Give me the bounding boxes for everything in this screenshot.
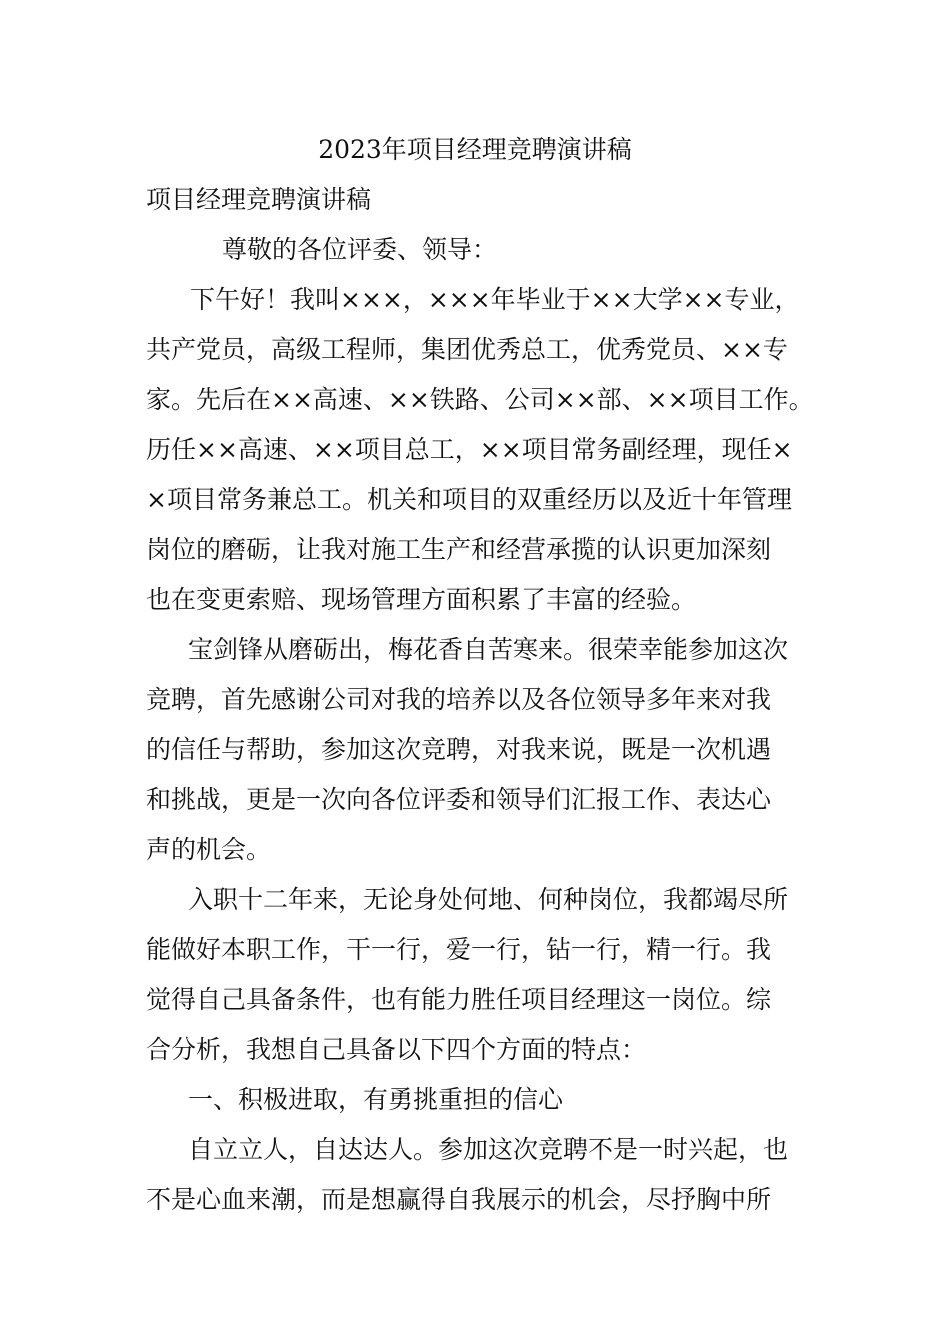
paragraph-line: 宝剑锋从磨砺出，梅花香自苦寒来。很荣幸能参加这次 xyxy=(188,635,789,664)
paragraph-line: 自立立人，自达达人。参加这次竞聘不是一时兴起，也 xyxy=(188,1135,789,1164)
paragraph-line: 也在变更索赔、现场管理方面积累了丰富的经验。 xyxy=(146,585,697,614)
paragraph-line: 下午好！我叫×××，×××年毕业于××大学××专业， xyxy=(190,285,800,314)
paragraph-line: 家。先后在××高速、××铁路、公司××部、××项目工作。 xyxy=(146,385,814,414)
paragraph-line: ×项目常务兼总工。机关和项目的双重经历以及近十年管理 xyxy=(146,485,792,514)
section-heading-1: 一、积极进取，有勇挑重担的信心 xyxy=(188,1085,564,1114)
salutation: 尊敬的各位评委、领导： xyxy=(222,235,498,264)
paragraph-line: 和挑战，更是一次向各位评委和领导们汇报工作、表达心 xyxy=(146,785,772,814)
paragraph-line: 共产党员，高级工程师，集团优秀总工，优秀党员、××专 xyxy=(146,335,788,364)
paragraph-line: 竞聘，首先感谢公司对我的培养以及各位领导多年来对我 xyxy=(146,685,772,714)
paragraph-line: 岗位的磨砺，让我对施工生产和经营承揽的认识更加深刻 xyxy=(146,535,772,564)
paragraph-line: 合分析，我想自己具备以下四个方面的特点： xyxy=(146,1035,647,1064)
paragraph-line: 入职十二年来，无论身处何地、何种岗位，我都竭尽所 xyxy=(188,885,789,914)
paragraph-line: 历任××高速、××项目总工，××项目常务副经理，现任× xyxy=(146,435,793,464)
document-subtitle: 项目经理竞聘演讲稿 xyxy=(146,185,372,214)
paragraph-line: 能做好本职工作，干一行，爱一行，钻一行，精一行。我 xyxy=(146,935,772,964)
paragraph-line: 的信任与帮助，参加这次竞聘，对我来说，既是一次机遇 xyxy=(146,735,772,764)
paragraph-line: 觉得自己具备条件，也有能力胜任项目经理这一岗位。综 xyxy=(146,985,772,1014)
paragraph-line: 声的机会。 xyxy=(146,835,272,864)
document-title: 2023年项目经理竞聘演讲稿 xyxy=(318,135,632,164)
paragraph-line: 不是心血来潮，而是想赢得自我展示的机会，尽抒胸中所 xyxy=(146,1185,772,1214)
